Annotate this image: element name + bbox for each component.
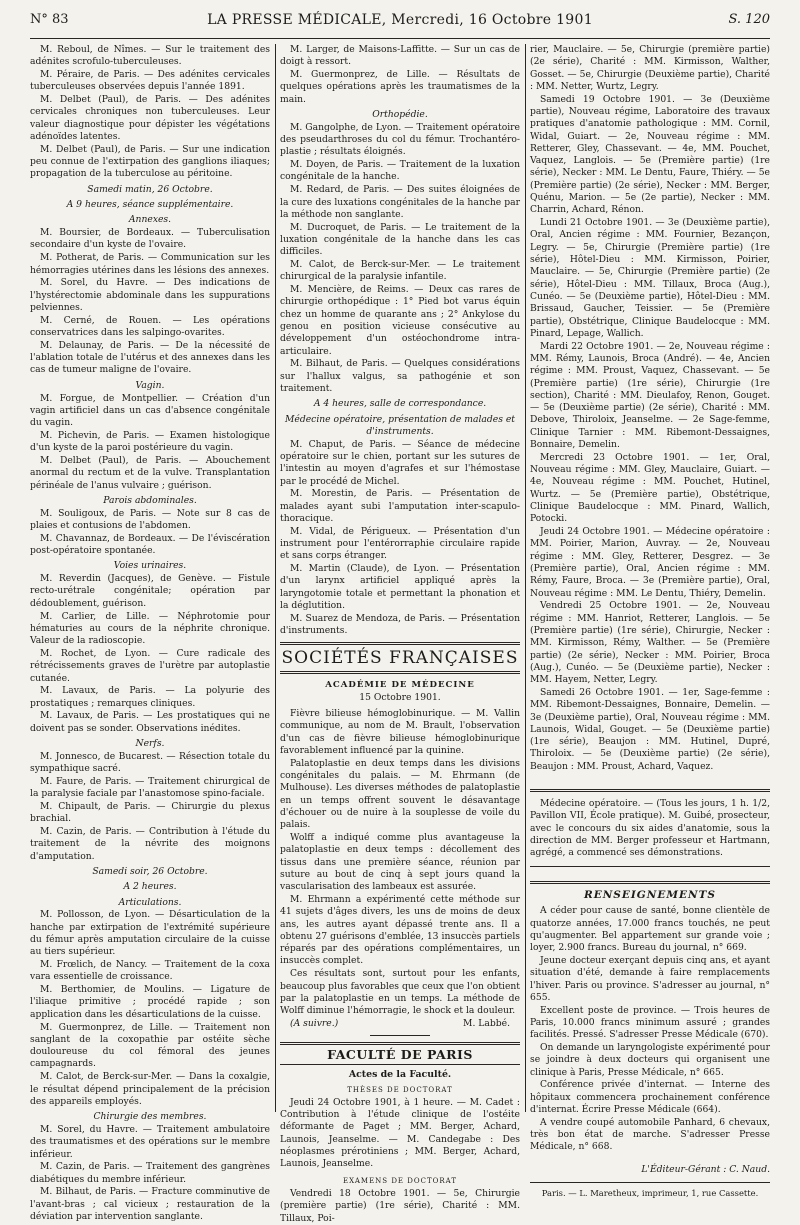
paragraph: M. Morestin, de Paris. — Présentation de malades ayant subi l'amputation inter-scapulo-thoracique. [280,488,520,524]
classified-ad: A céder pour cause de santé, bonne clientèle de quatorze années, 17.000 francs touchés, ne peut qu'augmenter. Bel appartement sur grande voie ; loyer, 2.900 francs. Bureau du journal, n° 669. [530,905,770,954]
paragraph: M. Delbet (Paul), de Paris. — Des adénites cervicales chroniques non tuberculeuses. Leur valeur diagnostique pour dépister les végétations adénoïdes latentes. [30,94,270,143]
paragraph: Jeudi 24 Octobre 1901. — Médecine opératoire : MM. Poirier, Marion, Auvray. — 2e, Nouveau régime : MM. Gley, Retterer, Desgrez. — 3e (Première partie), Oral, Ancien régime : MM. Rémy, Faure, Broca. — 3e (Première partie), Oral, Nouveau régime : MM. Le Dentu, Thiéry, Demelin. [530,526,770,599]
column-right [530,44,770,1199]
paragraph: M. Chipault, de Paris. — Chirurgie du plexus brachial. [30,801,270,825]
classified-ad: Excellent poste de province. — Trois heures de Paris, 10.000 francs minimum assuré ; grandes facilités. Pressé. S'adresser Presse Médicale (670). [530,1004,770,1041]
paragraph: Vendredi 18 Octobre 1901. — 5e, Chirurgie (première partie) (1re série), Charité : MM. Tillaux, Poi- [280,1187,520,1224]
author-signature: M. Labbé. [463,1017,510,1029]
paragraph: Vendredi 25 Octobre 1901. — 2e, Nouveau régime : MM. Hanriot, Retterer, Langlois. — 5e (Première partie) (1re série), Chirurgie, Necker : MM. Kirmisson, Rémy, Walther. — 5e (Première partie) (2e série), Necker : MM. Poirier, Broca (Aug.), Cunéo. — 5e (Deuxième partie), Necker : MM. Hayem, Netter, Legry. [530,600,770,686]
paragraph: M. Delbet (Paul), de Paris. — Sur une indication peu connue de l'extirpation des ganglions iliaques; propagation de la tuberculose au péritoine. [30,143,270,180]
paragraph: M. Lavaux, de Paris. — La polyurie des prostatiques ; remarques cliniques. [30,685,270,709]
paragraph: Mardi 22 Octobre 1901. — 2e, Nouveau régime : MM. Rémy, Launois, Broca (André). — 4e, Ancien régime : MM. Proust, Vaquez, Chassevant. — 5e (Première partie) (1re série), Chirurgie (1re section), Charité : MM. Dieulafoy, Renon, Gouget. — 5e (Deuxième partie) (2e série), Charité : MM. Debove, Thiroloix, Jeanselme. — 2e Sage-femme, Clinique Tarnier : MM. Ribemont-Dessaignes, Bonnaire, Demelin. [530,340,770,450]
paragraph: Samedi 26 Octobre 1901. — 1er, Sage-femme : MM. Ribemont-Dessaignes, Bonnaire, Demelin. — 3e (Deuxième partie), Oral, Nouveau régime : MM. Launois, Widal, Gouget. — 5e (Deuxième partie) (1re série), Beaujon : MM. Hutinel, Dupré, Thiroloix. — 5e (Deuxième partie) (2e série), Beaujon : MM. Proust, Achard, Vaquez. [530,686,770,772]
paragraph: M. Calot, de Berck-sur-Mer. — Dans la coxalgie, le résultat dépend principalement de la précision des appareils employés. [30,1071,270,1107]
paragraph: M. Calot, de Berck-sur-Mer. — Le traitement chirurgical de la paralysie infantile. [280,259,520,283]
paragraph: M. Mencière, de Reims. — Deux cas rares de chirurgie orthopédique : 1° Pied bot varus équin chez un homme de quarante ans ; 2° Ankylose du genou en position vicieuse consécutive au développement d'un ostéochondrome intra-articulaire. [280,284,520,357]
academie-heading: ACADÉMIE DE MÉDECINE [325,680,475,691]
paragraph: M. Sorel, du Havre. — Des indications de l'hystérectomie abdominale dans les suppurations pelviennes. [30,277,270,313]
section-heading: Articulations. [118,896,182,908]
session-subheading: A 2 heures. [123,881,177,893]
paragraph: M. Reboul, de Nîmes. — Sur le traitement des adénites scrofulo-tuberculeuses. [30,44,270,68]
faculte-title: FACULTÉ DE PARIS [280,1042,520,1065]
paragraph: M. Reverdin (Jacques), de Genève. — Fistule recto-urétrale congénitale; opération par dédoublement, guérison. [30,573,270,609]
section-heading: Chirurgie des membres. [93,1111,207,1123]
paragraph: M. Péraire, de Paris. — Des adénites cervicales tuberculeuses observées depuis l'année 1891. [30,69,270,93]
section-heading: Orthopédie. [372,108,428,120]
page-number: S. 120 [728,12,770,27]
academie-date: 15 Octobre 1901. [359,691,441,703]
section-heading: Nerfs. [135,738,165,750]
paragraph: M. Ducroquet, de Paris. — Le traitement de la luxation congénitale de la hanche dans les cas difficiles. [280,221,520,258]
column-divider [275,44,276,1112]
paragraph: M. Delbet (Paul), de Paris. — Abouchement anormal du rectum et de la vulve. Transplantation périnéale de l'anus vulvaire ; guérison. [30,455,270,491]
printer-imprint: Paris. — L. Maretheux, imprimeur, 1, rue Cassette. [530,1182,770,1199]
paragraph: Mercredi 23 Octobre 1901. — 1er, Oral, Nouveau régime : MM. Gley, Mauclaire, Guiart. — 4e, Nouveau régime : MM. Pouchet, Hutinel, Wurtz. — 5e (Première partie), Obstétrique, Clinique Baudelocque : MM. Pinard, Wallich, Potocki. [530,451,770,525]
paragraph: Wolff a indiqué comme plus avantageuse la palatoplastie en deux temps : décollement des tissus dans une première séance, réunion par suture au bout de cinq à sept jours quand la vascularisation des lambeaux est assurée. [280,832,520,893]
paragraph: M. Rochet, de Lyon. — Cure radicale des rétrécissements graves de l'urètre par autoplastie cutanée. [30,647,270,684]
paragraph: M. Jonnesco, de Bucarest. — Résection totale du sympathique sacré. [30,750,270,775]
page-header [30,12,770,34]
column-left [30,44,270,1223]
classified-ad: On demande un laryngologiste expérimenté pour se joindre à deux docteurs qui organisent une clinique à Paris, Presse Médicale, n° 665. [530,1042,770,1078]
session-heading: A 4 heures, salle de correspondance. [313,398,487,410]
session-heading: Samedi soir, 26 Octobre. [92,866,208,877]
paragraph: M. Chaput, de Paris. — Séance de médecine opératoire sur le chien, portant sur les sutures de l'intestin au moyen d'agrafes et sur l'hémostase par le procédé de Michel. [280,438,520,487]
paragraph: Lundi 21 Octobre 1901. — 3e (Deuxième partie), Oral, Ancien régime : MM. Fournier, Bezançon, Legry. — 5e, Chirurgie (Première partie) (1re série), Hôtel-Dieu : MM. Kirmisson, Poirier, Mauclaire. — 5e, Chirurgie (Première partie) (2e série), Hôtel-Dieu : MM. Tillaux, Broca (Aug.), Cunéo. — 5e (Deuxième partie), Hôtel-Dieu : MM. Brissaud, Gaucher, Teissier. — 5e (Première partie), Obstétrique, Clinique Baudelocque : MM. Pinard, Lepage, Wallich. [530,217,770,339]
paragraph: Jeudi 24 Octobre 1901, à 1 heure. — M. Cadet : Contribution à l'étude clinique de l'ostéite déformante de Paget ; MM. Berger, Achard, Launois, Jeanselme. — M. Candegabe : Des néoplasmes prérotiniens ; MM. Berger, Achard, Launois, Jeanselme. [280,1096,520,1170]
paragraph: M. Suarez de Mendoza, de Paris. — Présentation d'instruments. [280,612,520,637]
paragraph: M. Cazin, de Paris. — Traitement des gangrènes diabétiques du membre inférieur. [30,1161,270,1185]
paragraph: M. Redard, de Paris. — Des suites éloignées de la cure des luxations congénitales de la hanche par la méthode non sanglante. [280,184,520,220]
renseignements-title: RENSEIGNEMENTS [530,881,770,901]
divider [370,1035,430,1036]
paragraph: M. Larger, de Maisons-Laffitte. — Sur un cas de doigt à ressort. [280,44,520,68]
paragraph: M. Sorel, du Havre. — Traitement ambulatoire des traumatismes et des opérations sur le membre inférieur. [30,1123,270,1160]
societes-title: SOCIÉTÉS FRANÇAISES [280,642,520,674]
paragraph: Médecine opératoire. — (Tous les jours, 1 h. 1/2, Pavillon VII, École pratique). M. Guibé, prosecteur, avec le concours du six aides d'anatomie, sous la direction de MM. Berger professeur et Hartmann, agrégé, a commencé ses démonstrations. [530,798,770,859]
paragraph: M. Doyen, de Paris. — Traitement de la luxation congénitale de la hanche. [280,159,520,183]
paragraph: M. Martin (Claude), de Lyon. — Présentation d'un larynx artificiel appliqué après la laryngotomie totale et permettant la phonation et la déglutition. [280,563,520,612]
paragraph: M. Boursier, de Bordeaux. — Tuberculisation secondaire d'un kyste de l'ovaire. [30,227,270,251]
section-heading: Annexes. [128,214,172,226]
a-suivre-label: (A suivre.) [290,1017,339,1029]
paragraph: M. Faure, de Paris. — Traitement chirurgical de la paralysie faciale par l'anastomose spino-faciale. [30,775,270,800]
paragraph: M. Bilhaut, de Paris. — Quelques considérations sur l'hallux valgus, sa pathogénie et son traitement. [280,358,520,395]
paragraph: M. Delaunay, de Paris. — De la nécessité de l'ablation totale de l'utérus et des annexes dans les cas de tumeur maligne de l'ovaire. [30,339,270,376]
paragraph: M. Gangolphe, de Lyon. — Traitement opératoire des pseudarthroses du col du fémur. Trochantéro-plastie ; résultats éloignés. [280,121,520,158]
paragraph: M. Pollosson, de Lyon. — Désarticulation de la hanche par extirpation de l'extrémité supérieure du fémur après amputation circulaire de la cuisse au tiers supérieur. [30,909,270,958]
paragraph: rier, Mauclaire. — 5e, Chirurgie (première partie) (2e série), Charité : MM. Kirmisson, Walther, Gosset. — 5e, Chirurgie (Deuxième partie), Charité : MM. Netter, Wurtz, Legry. [530,44,770,92]
paragraph: M. Cerné, de Rouen. — Les opérations conservatrices dans les salpingo-ovarites. [30,314,270,339]
paragraph: M. Pichevin, de Paris. — Examen histologique d'un kyste de la paroi postérieure du vagin. [30,429,270,454]
masthead-title: LA PRESSE MÉDICALE, Mercredi, 16 Octobre 1901 [207,12,593,28]
paragraph: M. Vidal, de Périgueux. — Présentation d'un instrument pour l'entérorraphie circulaire rapide et sans corps étranger. [280,525,520,562]
medecine-operatoire-notice [530,789,770,867]
paragraph: M. Chavannaz, de Bordeaux. — De l'éviscération post-opératoire spontanée. [30,532,270,557]
column-middle [280,44,520,1224]
classified-ad: A vendre coupé automobile Panhard, 6 chevaux, très bon état de marche. S'adresser Presse Médicale, n° 668. [530,1116,770,1153]
paragraph: M. Frœlich, de Nancy. — Traitement de la coxa vara essentielle de croissance. [30,959,270,983]
theses-heading: THÈSES DE DOCTORAT [347,1085,453,1094]
section-heading: Médecine opératoire, présentation de malades et d'instruments. [285,413,515,437]
paragraph: Samedi 19 Octobre 1901. — 3e (Deuxième partie), Nouveau régime, Laboratoire des travaux pratiques d'anatomie pathologique : MM. Cornil, Widal, Guiart. — 2e, Nouveau régime : MM. Retterer, Gley, Chassevant. — 4e, MM. Pouchet, Vaquez, Langlois. — 5e (Première partie) (1re série), Necker : MM. Le Dentu, Faure, Thiéry. — 5e (Première partie) (2e série), Necker : MM. Berger, Quénu, Marion. — 5e (2e partie), Necker : MM. Charrin, Achard, Rénon. [530,93,770,216]
paragraph: M. Berthomier, de Moulins. — Ligature de l'iliaque primitive ; procédé rapide ; son application dans les désarticulations de la cuisse. [30,984,270,1020]
paragraph: M. Lavaux, de Paris. — Les prostatiques qui ne doivent pas se sonder. Observations inédites. [30,710,270,734]
classified-ad: Jeune docteur exerçant depuis cinq ans, et ayant situation d'été, demande à faire remplacements l'hiver. Paris ou province. S'adresser au journal, n° 655. [530,954,770,1003]
paragraph: M. Carlier, de Lille. — Néphrotomie pour hématuries au cours de la néphrite chronique. Valeur de la radioscopie. [30,610,270,647]
paragraph: M. Ehrmann a expérimenté cette méthode sur 41 sujets d'âges divers, les uns de moins de deux ans, les autres ayant dépassé trente ans. Il a obtenu 27 guérisons d'emblée, 13 insuccès partiels réparés par des opérations complémentaires, un insuccès complet. [280,894,520,967]
issue-number: N° 83 [30,12,69,27]
header-rule [30,38,770,39]
examens-heading: EXAMENS DE DOCTORAT [343,1176,457,1185]
session-subheading: A 9 heures, séance supplémentaire. [66,199,234,211]
paragraph: M. Forgue, de Montpellier. — Création d'un vagin artificiel dans un cas d'absence congénitale du vagin. [30,392,270,429]
paragraph: M. Potherat, de Paris. — Communication sur les hémorragies utérines dans les lésions des annexes. [30,252,270,276]
paragraph: Fièvre bilieuse hémoglobinurique. — M. Vallin communique, au nom de M. Brault, l'observation d'un cas de fièvre bilieuse hémoglobinurique favorablement influencé par la quinine. [280,708,520,756]
paragraph: Ces résultats sont, surtout pour les enfants, beaucoup plus favorables que ceux que l'on obtient par la palatoplastie en un temps. La méthode de Wolff diminue l'hémorragie, le shock et la douleur. [280,968,520,1017]
paragraph: M. Guermonprez, de Lille. — Résultats de quelques opérations après les traumatismes de la main. [280,69,520,105]
paragraph: M. Guermonprez, de Lille. — Traitement non sanglant de la coxopathie par ostéite sèche douloureuse du col fémoral des jeunes campagnards. [30,1021,270,1070]
paragraph: Palatoplastie en deux temps dans les divisions congénitales du palais. — M. Ehrmann (de Mulhouse). Les diverses méthodes de palatoplastie en un temps offrent souvent le désavantage d'échouer ou de nuire à la souplesse de voile du palais. [280,757,520,831]
classified-ad: Conférence privée d'internat. — Interne des hôpitaux commencera prochainement conférence d'internat. Écrire Presse Médicale (664). [530,1079,770,1116]
article-footer [280,1018,520,1030]
paragraph: M. Cazin, de Paris. — Contribution à l'étude du traitement de la névrite des moignons d'amputation. [30,826,270,862]
editor-signature: L'Éditeur-Gérant : C. Naud. [641,1163,770,1175]
column-divider [525,44,526,1112]
section-heading: Parois abdominales. [103,494,197,506]
section-heading: Voies urinaires. [113,560,187,572]
paragraph: M. Bilhaut, de Paris. — Fracture comminutive de l'avant-bras ; cal vicieux ; restauration de la déviation par intervention sanglante. [30,1186,270,1223]
session-heading: Samedi matin, 26 Octobre. [87,183,213,195]
paragraph: M. Souligoux, de Paris. — Note sur 8 cas de plaies et contusions de l'abdomen. [30,507,270,531]
actes-heading: Actes de la Faculté. [348,1069,452,1081]
section-heading: Vagin. [135,379,165,391]
